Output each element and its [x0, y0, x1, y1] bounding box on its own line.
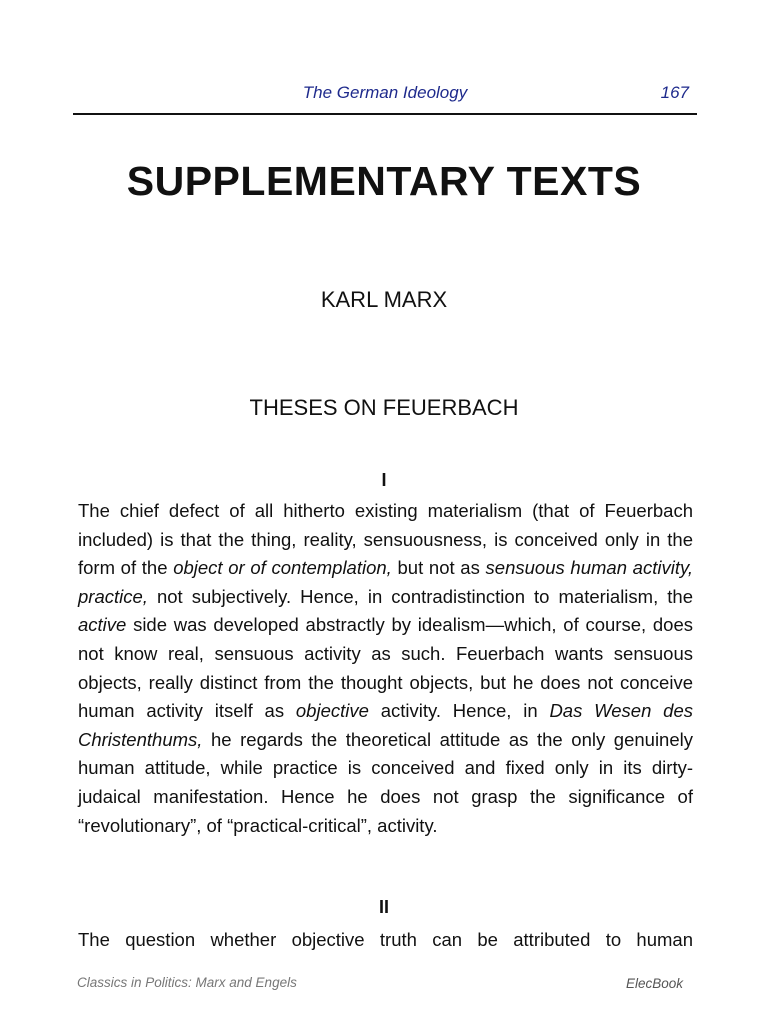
page-number: 167 — [660, 83, 689, 102]
emphasis-run: active — [78, 614, 127, 636]
thesis-numeral-1: I — [381, 470, 387, 490]
thesis-paragraph-2: The question whether objective truth can be attributed to human — [78, 929, 693, 950]
footer-publisher: ElecBook — [625, 976, 683, 991]
section-title: THESES ON FEUERBACH — [249, 395, 519, 420]
thesis-paragraph-1 — [78, 497, 693, 840]
page-title: SUPPLEMENTARY TEXTS — [126, 158, 642, 204]
text-run: The chief defect of all hitherto existing materialism (that of Feuerbach included) is that the thing, reality, sensuousness, is conceived only in the form of the — [78, 500, 693, 579]
emphasis-run: Das Wesen des Christenthums, — [78, 700, 694, 750]
footer-series: Classics in Politics: Marx and Engels — [77, 975, 297, 990]
emphasis-run: sensuous human activity, practice, — [78, 557, 693, 607]
text-run: but not as — [391, 557, 486, 579]
text-run: activity. Hence, in — [368, 700, 550, 722]
emphasis-run: object or of contemplation, — [173, 557, 392, 579]
emphasis-run: objective — [295, 700, 369, 722]
running-header — [73, 80, 697, 115]
text-run: side was developed abstractly by idealism—which, of course, does not know real, sensuous activity as such. Feuerbach wants sensuous objects, really distinct from the thought objects, but he does not conceive human activity itself as — [78, 614, 693, 722]
text-run: not subjectively. Hence, in contradistinction to materialism, the — [147, 585, 693, 607]
author-name: KARL MARX — [320, 287, 448, 312]
thesis-numeral-2: II — [378, 897, 389, 917]
text-run: he regards the theoretical attitude as the only genuinely human attitude, while practice is conceived and fixed only in its dirty-judaical manifestation. Hence he does not grasp the significance of “revolutionary”, of “practical-critical”, activity. — [78, 728, 693, 836]
running-header-title: The German Ideology — [302, 83, 468, 102]
